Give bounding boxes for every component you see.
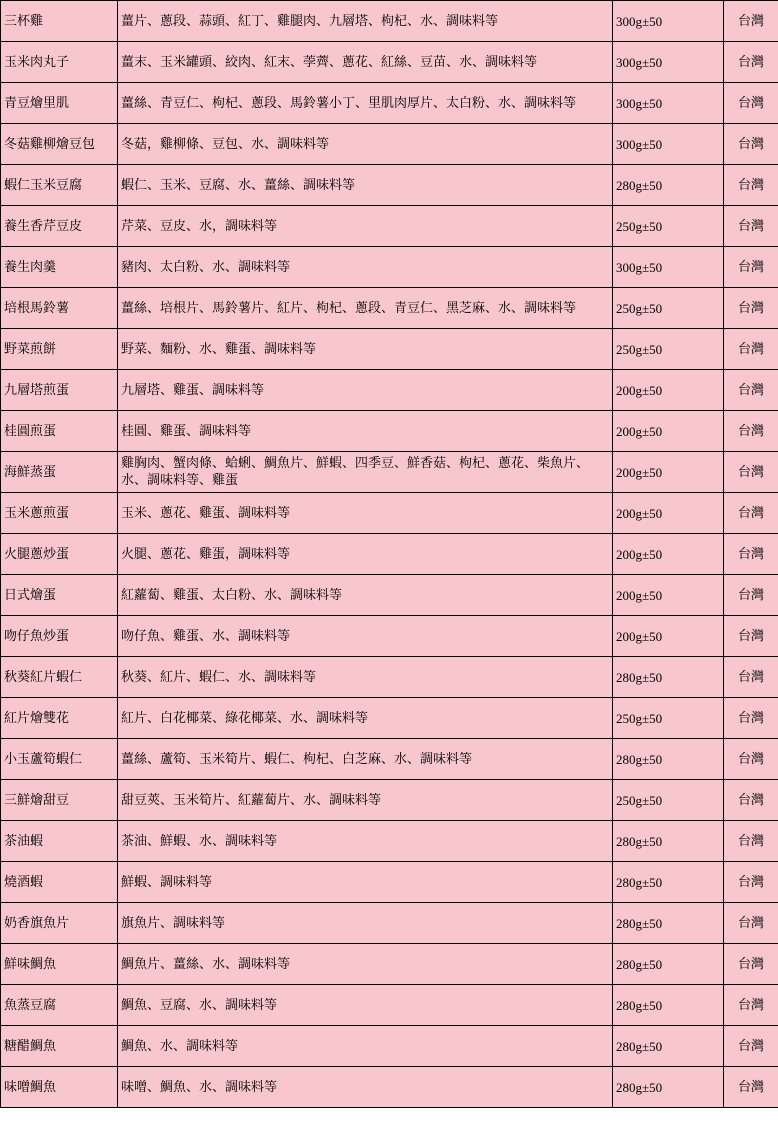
ingredients-cell: 野菜、麵粉、水、雞蛋、調味料等 — [118, 329, 613, 370]
weight-cell: 280g±50 — [613, 739, 724, 780]
origin-cell: 台灣 — [724, 288, 778, 329]
weight-cell: 280g±50 — [613, 985, 724, 1026]
dish-name-cell: 海鮮蒸蛋 — [1, 452, 118, 493]
weight-cell: 200g±50 — [613, 616, 724, 657]
weight-cell: 200g±50 — [613, 452, 724, 493]
dish-name-cell: 養生香芹豆皮 — [1, 206, 118, 247]
weight-cell: 250g±50 — [613, 329, 724, 370]
ingredients-cell: 薑絲、青豆仁、枸杞、蔥段、馬鈴薯小丁、里肌肉厚片、太白粉、水、調味料等 — [118, 83, 613, 124]
table-row — [1, 821, 778, 862]
table-row — [1, 452, 778, 493]
origin-cell: 台灣 — [724, 206, 778, 247]
dish-name-cell: 紅片燴雙花 — [1, 698, 118, 739]
origin-cell: 台灣 — [724, 1026, 778, 1067]
ingredients-cell: 冬菇，雞柳條、豆包、水、調味料等 — [118, 124, 613, 165]
weight-cell: 280g±50 — [613, 165, 724, 206]
table-row — [1, 657, 778, 698]
origin-cell: 台灣 — [724, 329, 778, 370]
table-row — [1, 1, 778, 42]
dish-name-cell: 玉米肉丸子 — [1, 42, 118, 83]
origin-cell: 台灣 — [724, 821, 778, 862]
origin-cell: 台灣 — [724, 657, 778, 698]
origin-cell: 台灣 — [724, 575, 778, 616]
weight-cell: 300g±50 — [613, 124, 724, 165]
dish-name-cell: 魚蒸豆腐 — [1, 985, 118, 1026]
ingredients-cell: 鯛魚片、薑絲、水、調味料等 — [118, 944, 613, 985]
table-row — [1, 493, 778, 534]
table-row — [1, 534, 778, 575]
weight-cell: 250g±50 — [613, 206, 724, 247]
ingredients-cell: 火腿、蔥花、雞蛋，調味料等 — [118, 534, 613, 575]
origin-cell: 台灣 — [724, 165, 778, 206]
ingredients-cell: 九層塔、雞蛋、調味料等 — [118, 370, 613, 411]
ingredients-cell: 鯛魚、豆腐、水、調味料等 — [118, 985, 613, 1026]
ingredients-cell: 紅蘿蔔、雞蛋、太白粉、水、調味料等 — [118, 575, 613, 616]
weight-cell: 200g±50 — [613, 493, 724, 534]
dish-name-cell: 糖醋鯛魚 — [1, 1026, 118, 1067]
ingredients-cell: 茶油、鮮蝦、水、調味料等 — [118, 821, 613, 862]
weight-cell: 200g±50 — [613, 575, 724, 616]
dish-name-cell: 冬菇雞柳燴豆包 — [1, 124, 118, 165]
dish-name-cell: 培根馬鈴薯 — [1, 288, 118, 329]
origin-cell: 台灣 — [724, 862, 778, 903]
weight-cell: 300g±50 — [613, 83, 724, 124]
dish-name-cell: 九層塔煎蛋 — [1, 370, 118, 411]
weight-cell: 280g±50 — [613, 657, 724, 698]
origin-cell: 台灣 — [724, 780, 778, 821]
ingredients-cell: 味噌、鯛魚、水、調味料等 — [118, 1067, 613, 1108]
ingredients-cell: 薑末、玉米罐頭、絞肉、紅末、荸薺、蔥花、紅絲、豆苗、水、調味料等 — [118, 42, 613, 83]
table-row — [1, 124, 778, 165]
weight-cell: 200g±50 — [613, 411, 724, 452]
ingredients-cell: 鮮蝦、調味料等 — [118, 862, 613, 903]
dish-name-cell: 日式燴蛋 — [1, 575, 118, 616]
origin-cell: 台灣 — [724, 42, 778, 83]
dish-name-cell: 奶香旗魚片 — [1, 903, 118, 944]
dish-name-cell: 野菜煎餅 — [1, 329, 118, 370]
ingredients-cell: 薑絲、培根片、馬鈴薯片、紅片、枸杞、蔥段、青豆仁、黑芝麻、水、調味料等 — [118, 288, 613, 329]
table-row — [1, 329, 778, 370]
ingredients-cell: 芹菜、豆皮、水，調味料等 — [118, 206, 613, 247]
table-row — [1, 739, 778, 780]
weight-cell: 280g±50 — [613, 903, 724, 944]
ingredients-cell: 吻仔魚、雞蛋、水、調味料等 — [118, 616, 613, 657]
dish-name-cell: 養生肉羹 — [1, 247, 118, 288]
dish-name-cell: 秋葵紅片蝦仁 — [1, 657, 118, 698]
origin-cell: 台灣 — [724, 1, 778, 42]
ingredients-cell: 雞胸肉、蟹肉條、蛤蜊、鯛魚片、鮮蝦、四季豆、鮮香菇、枸杞、蔥花、柴魚片、水、調味料等、雞蛋 — [118, 452, 613, 493]
table-row — [1, 1067, 778, 1108]
ingredients-cell: 甜豆莢、玉米筍片、紅蘿蔔片、水、調味料等 — [118, 780, 613, 821]
origin-cell: 台灣 — [724, 370, 778, 411]
weight-cell: 280g±50 — [613, 862, 724, 903]
origin-cell: 台灣 — [724, 985, 778, 1026]
table-row — [1, 780, 778, 821]
ingredients-cell: 薑片、蔥段、蒜頭、紅丁、雞腿肉、九層塔、枸杞、水、調味料等 — [118, 1, 613, 42]
origin-cell: 台灣 — [724, 124, 778, 165]
table-row — [1, 165, 778, 206]
dish-name-cell: 吻仔魚炒蛋 — [1, 616, 118, 657]
ingredients-cell: 豬肉、太白粉、水、調味料等 — [118, 247, 613, 288]
table-row — [1, 985, 778, 1026]
origin-cell: 台灣 — [724, 534, 778, 575]
table-row — [1, 83, 778, 124]
dish-name-cell: 味噌鯛魚 — [1, 1067, 118, 1108]
dish-name-cell: 桂圓煎蛋 — [1, 411, 118, 452]
weight-cell: 250g±50 — [613, 780, 724, 821]
origin-cell: 台灣 — [724, 1067, 778, 1108]
dish-name-cell: 玉米蔥煎蛋 — [1, 493, 118, 534]
table-row — [1, 247, 778, 288]
dish-name-cell: 火腿蔥炒蛋 — [1, 534, 118, 575]
weight-cell: 300g±50 — [613, 42, 724, 83]
dish-name-cell: 三杯雞 — [1, 1, 118, 42]
ingredients-cell: 秋葵、紅片、蝦仁、水、調味料等 — [118, 657, 613, 698]
origin-cell: 台灣 — [724, 411, 778, 452]
weight-cell: 280g±50 — [613, 1026, 724, 1067]
ingredients-cell: 旗魚片、調味料等 — [118, 903, 613, 944]
ingredients-cell: 桂圓、雞蛋、調味料等 — [118, 411, 613, 452]
table-row — [1, 411, 778, 452]
origin-cell: 台灣 — [724, 903, 778, 944]
ingredients-cell: 紅片、白花椰菜、綠花椰菜、水、調味料等 — [118, 698, 613, 739]
origin-cell: 台灣 — [724, 944, 778, 985]
weight-cell: 250g±50 — [613, 288, 724, 329]
ingredients-cell: 薑絲、蘆筍、玉米筍片、蝦仁、枸杞、白芝麻、水、調味料等 — [118, 739, 613, 780]
weight-cell: 280g±50 — [613, 1067, 724, 1108]
origin-cell: 台灣 — [724, 247, 778, 288]
origin-cell: 台灣 — [724, 493, 778, 534]
origin-cell: 台灣 — [724, 698, 778, 739]
origin-cell: 台灣 — [724, 452, 778, 493]
weight-cell: 200g±50 — [613, 370, 724, 411]
dish-name-cell: 鮮味鯛魚 — [1, 944, 118, 985]
table-row — [1, 944, 778, 985]
table-row — [1, 903, 778, 944]
origin-cell: 台灣 — [724, 83, 778, 124]
ingredients-cell: 玉米、蔥花、雞蛋、調味料等 — [118, 493, 613, 534]
weight-cell: 300g±50 — [613, 247, 724, 288]
dish-name-cell: 小玉蘆筍蝦仁 — [1, 739, 118, 780]
table-row — [1, 288, 778, 329]
table-row — [1, 1026, 778, 1067]
table-row — [1, 42, 778, 83]
table-row — [1, 862, 778, 903]
dish-name-cell: 燒酒蝦 — [1, 862, 118, 903]
dish-name-cell: 蝦仁玉米豆腐 — [1, 165, 118, 206]
menu-table-body — [1, 1, 778, 1108]
dish-name-cell: 青豆燴里肌 — [1, 83, 118, 124]
table-row — [1, 698, 778, 739]
weight-cell: 250g±50 — [613, 698, 724, 739]
table-row — [1, 206, 778, 247]
weight-cell: 280g±50 — [613, 944, 724, 985]
ingredients-cell: 蝦仁、玉米、豆腐、水、薑絲、調味料等 — [118, 165, 613, 206]
origin-cell: 台灣 — [724, 616, 778, 657]
dish-name-cell: 三鮮燴甜豆 — [1, 780, 118, 821]
table-row — [1, 616, 778, 657]
dish-name-cell: 茶油蝦 — [1, 821, 118, 862]
table-row — [1, 575, 778, 616]
table-row — [1, 370, 778, 411]
origin-cell: 台灣 — [724, 739, 778, 780]
ingredients-cell: 鯛魚、水、調味料等 — [118, 1026, 613, 1067]
weight-cell: 280g±50 — [613, 821, 724, 862]
weight-cell: 300g±50 — [613, 1, 724, 42]
weight-cell: 200g±50 — [613, 534, 724, 575]
